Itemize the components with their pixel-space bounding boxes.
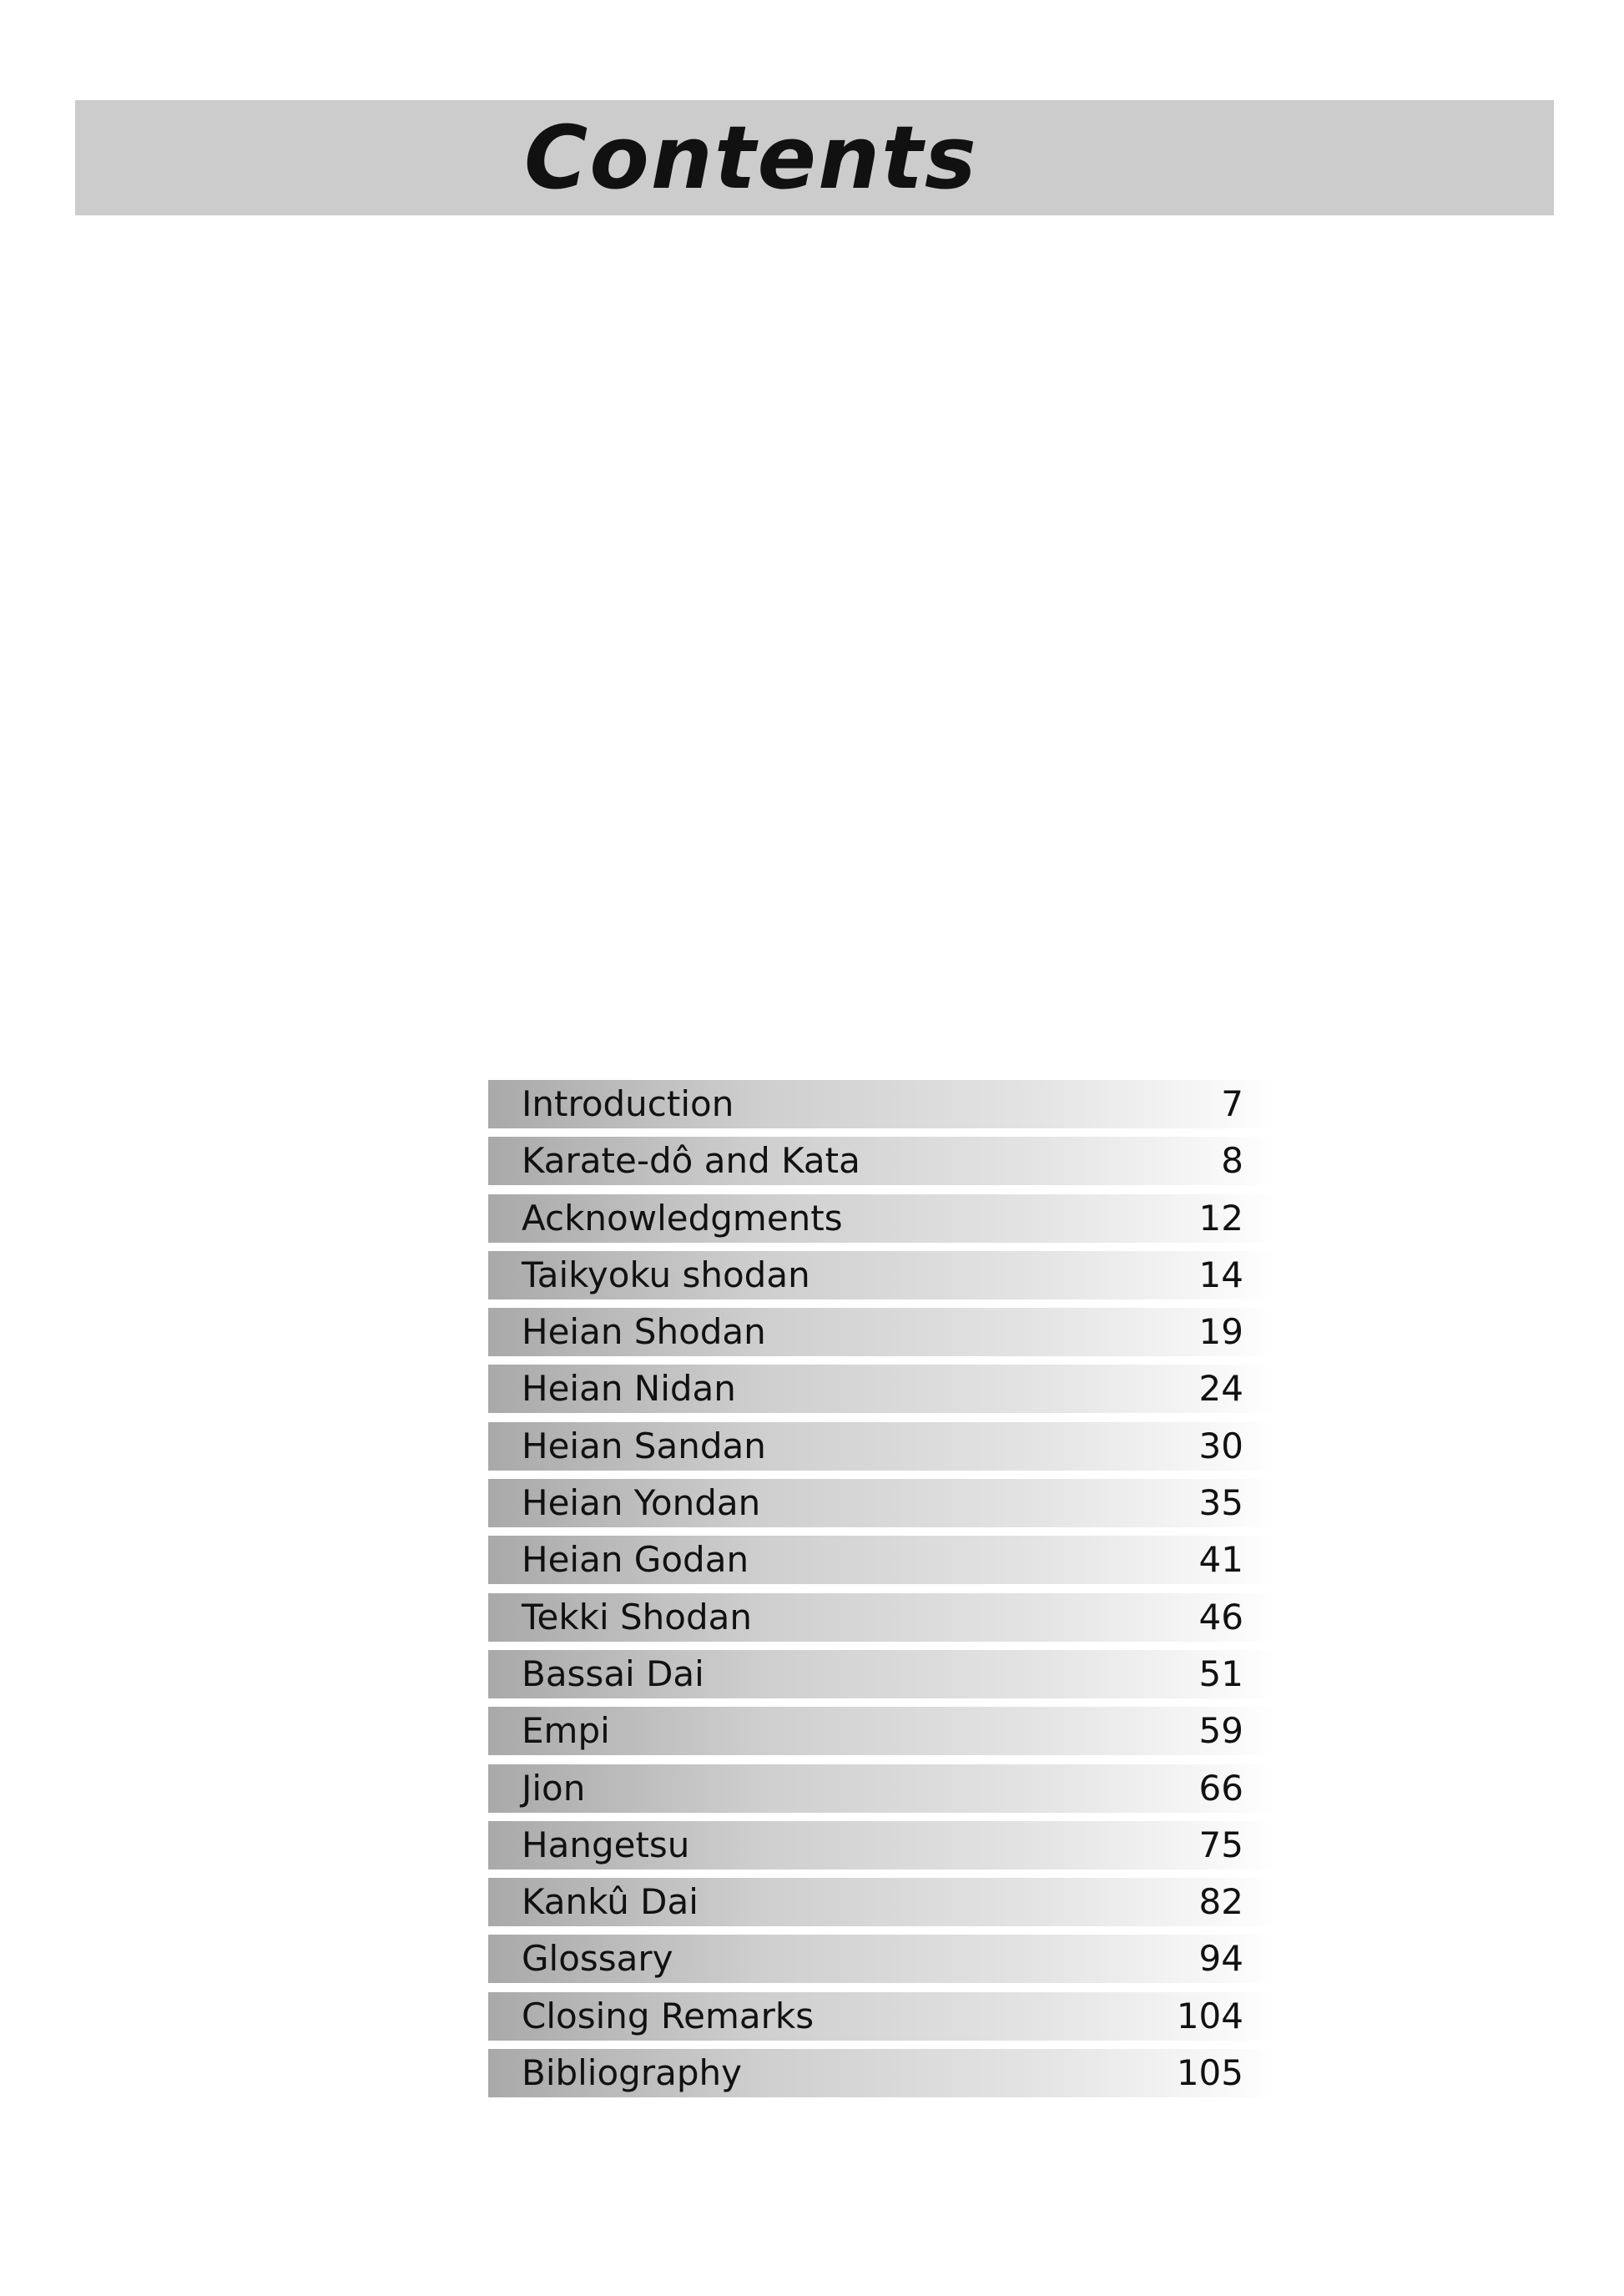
toc-entry-page: 7: [1221, 1083, 1243, 1124]
toc-entry-page: 41: [1198, 1539, 1243, 1581]
toc-entry[interactable]: [488, 1536, 1277, 1584]
toc-entry-label: Glossary: [522, 1938, 673, 1980]
toc-entry-label: Karate-dô and Kata: [522, 1140, 860, 1182]
title-band: [75, 100, 1554, 215]
toc-entry-label: Jion: [522, 1767, 586, 1809]
toc-entry[interactable]: [488, 1080, 1277, 1128]
toc-entry[interactable]: [488, 1650, 1277, 1698]
toc-entry[interactable]: [488, 1251, 1277, 1299]
toc-entry[interactable]: [488, 1593, 1277, 1642]
toc-entry-label: Taikyoku shodan: [522, 1254, 810, 1295]
toc-entry-label: Tekki Shodan: [522, 1596, 753, 1637]
toc-entry[interactable]: [488, 1422, 1277, 1471]
toc-entry[interactable]: [488, 1707, 1277, 1755]
toc-entry[interactable]: [488, 1137, 1277, 1185]
toc-entry-page: 82: [1198, 1881, 1243, 1923]
toc-entry[interactable]: [488, 1764, 1277, 1813]
toc-entry[interactable]: [488, 1479, 1277, 1527]
toc-entry-page: 19: [1198, 1311, 1243, 1353]
toc-entry-label: Acknowledgments: [522, 1197, 843, 1239]
toc-entry[interactable]: [488, 1821, 1277, 1870]
toc-entry-page: 105: [1176, 2052, 1243, 2094]
toc-entry-label: Heian Shodan: [522, 1311, 766, 1353]
toc-entry[interactable]: [488, 1308, 1277, 1356]
toc-entry-page: 51: [1198, 1653, 1243, 1694]
toc-entry-page: 66: [1198, 1767, 1243, 1809]
toc-entry-page: 12: [1198, 1197, 1243, 1239]
toc-entry-page: 24: [1198, 1368, 1243, 1410]
table-of-contents: [488, 1080, 1277, 2106]
toc-entry-label: Heian Yondan: [522, 1482, 761, 1524]
toc-entry-label: Hangetsu: [522, 1824, 690, 1865]
toc-entry-label: Empi: [522, 1710, 610, 1752]
page-title: Contents: [524, 107, 978, 209]
toc-entry-page: 46: [1198, 1596, 1243, 1637]
toc-entry-label: Heian Godan: [522, 1539, 749, 1581]
toc-entry[interactable]: [488, 1992, 1277, 2041]
toc-entry-page: 104: [1176, 1995, 1243, 2036]
toc-entry-label: Closing Remarks: [522, 1995, 815, 2036]
toc-entry-label: Bassai Dai: [522, 1653, 704, 1694]
toc-entry-label: Introduction: [522, 1083, 734, 1124]
toc-entry-page: 94: [1198, 1938, 1243, 1980]
toc-entry[interactable]: [488, 2049, 1277, 2097]
toc-entry[interactable]: [488, 1194, 1277, 1243]
toc-entry-page: 59: [1198, 1710, 1243, 1752]
toc-entry-page: 30: [1198, 1425, 1243, 1466]
toc-entry-label: Bibliography: [522, 2052, 742, 2094]
toc-entry-page: 14: [1198, 1254, 1243, 1295]
toc-entry[interactable]: [488, 1935, 1277, 1983]
toc-entry-page: 8: [1221, 1140, 1243, 1182]
toc-entry-label: Heian Nidan: [522, 1368, 736, 1410]
toc-entry-page: 75: [1198, 1824, 1243, 1865]
toc-entry-label: Heian Sandan: [522, 1425, 766, 1466]
toc-entry-page: 35: [1198, 1482, 1243, 1524]
toc-entry-label: Kankû Dai: [522, 1881, 699, 1923]
toc-entry[interactable]: [488, 1878, 1277, 1926]
toc-entry[interactable]: [488, 1365, 1277, 1413]
